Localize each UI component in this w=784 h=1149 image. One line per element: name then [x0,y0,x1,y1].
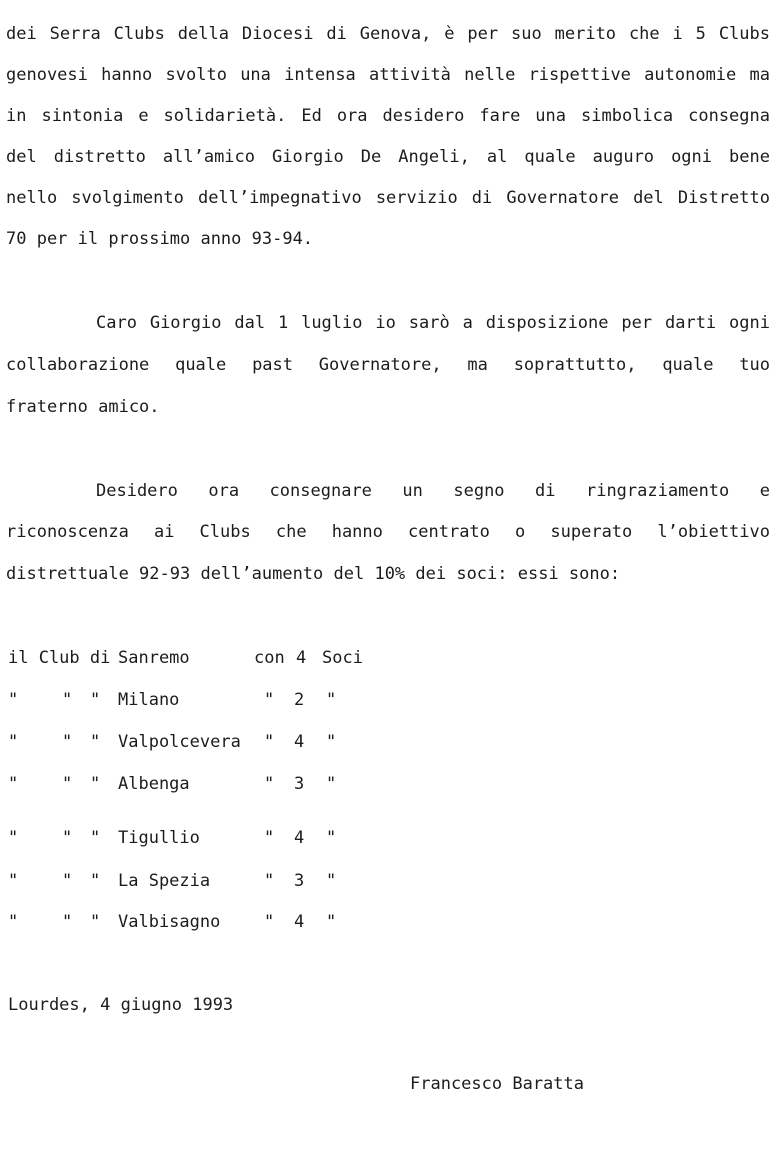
club-city: Milano [118,690,180,710]
ditto-mark: " [62,690,73,710]
ditto-mark: " [8,732,19,752]
club-city: Valbisagno [118,912,221,932]
ditto-mark: " [326,690,337,710]
ditto-mark: " [326,732,337,752]
con-label: con [254,648,285,668]
ditto-mark: " [90,690,101,710]
member-count: 4 [294,828,305,848]
ditto-mark: " [90,871,101,891]
ditto-mark: " [326,912,337,932]
ditto-mark: " [326,871,337,891]
member-count: 4 [294,732,305,752]
ditto-mark: " [90,828,101,848]
text-line: fraterno amico. [6,397,160,417]
text-line: in sintonia e solidarietà. Ed ora desidero fare una simbolica consegna [6,106,770,126]
member-count: 3 [294,774,305,794]
ditto-mark: " [8,690,19,710]
ditto-mark: " [62,912,73,932]
club-city: Valpolcevera [118,732,241,752]
member-count: 4 [296,648,307,668]
ditto-mark: " [264,871,275,891]
ditto-mark: " [62,828,73,848]
unit-label: Soci [322,648,363,668]
ditto-mark: " [264,912,275,932]
text-line: distrettuale 92-93 dell’aumento del 10% dei soci: essi sono: [6,564,621,584]
text-line: collaborazione quale past Governatore, ma soprattutto, quale tuo [6,355,770,375]
club-city: Albenga [118,774,190,794]
club-city: Tigullio [118,828,200,848]
ditto-mark: " [8,912,19,932]
ditto-mark: " [90,732,101,752]
ditto-mark: " [326,828,337,848]
club-city: Sanremo [118,648,190,668]
text-line: riconoscenza ai Clubs che hanno centrato o superato l’obiettivo [6,522,770,542]
ditto-mark: " [8,774,19,794]
text-line: dei Serra Clubs della Diocesi di Genova, è per suo merito che i 5 Clubs [6,24,770,44]
ditto-mark: " [264,690,275,710]
ditto-mark: " [264,732,275,752]
signature-name: Francesco Baratta [410,1074,584,1094]
ditto-mark: " [264,828,275,848]
ditto-mark: " [264,774,275,794]
ditto-mark: " [62,871,73,891]
text-line: nello svolgimento dell’impegnativo servizio di Governatore del Distretto [6,188,770,208]
ditto-mark: " [8,828,19,848]
place-date: Lourdes, 4 giugno 1993 [8,995,234,1015]
member-count: 2 [294,690,305,710]
text-line: Caro Giorgio dal 1 luglio io sarò a disposizione per darti ogni [96,313,770,333]
ditto-mark: " [62,774,73,794]
ditto-mark: " [326,774,337,794]
text-line: del distretto all’amico Giorgio De Angeli, al quale auguro ogni bene [6,147,770,167]
ditto-mark: " [62,732,73,752]
ditto-mark: " [90,774,101,794]
ditto-mark: " [8,871,19,891]
club-city: La Spezia [118,871,211,891]
club-label: il Club di [8,648,111,668]
text-line: Desidero ora consegnare un segno di ringraziamento e [96,481,770,501]
member-count: 3 [294,871,305,891]
text-line: 70 per il prossimo anno 93-94. [6,229,314,249]
ditto-mark: " [90,912,101,932]
text-line: genovesi hanno svolto una intensa attività nelle rispettive autonomie ma [6,65,770,85]
member-count: 4 [294,912,305,932]
